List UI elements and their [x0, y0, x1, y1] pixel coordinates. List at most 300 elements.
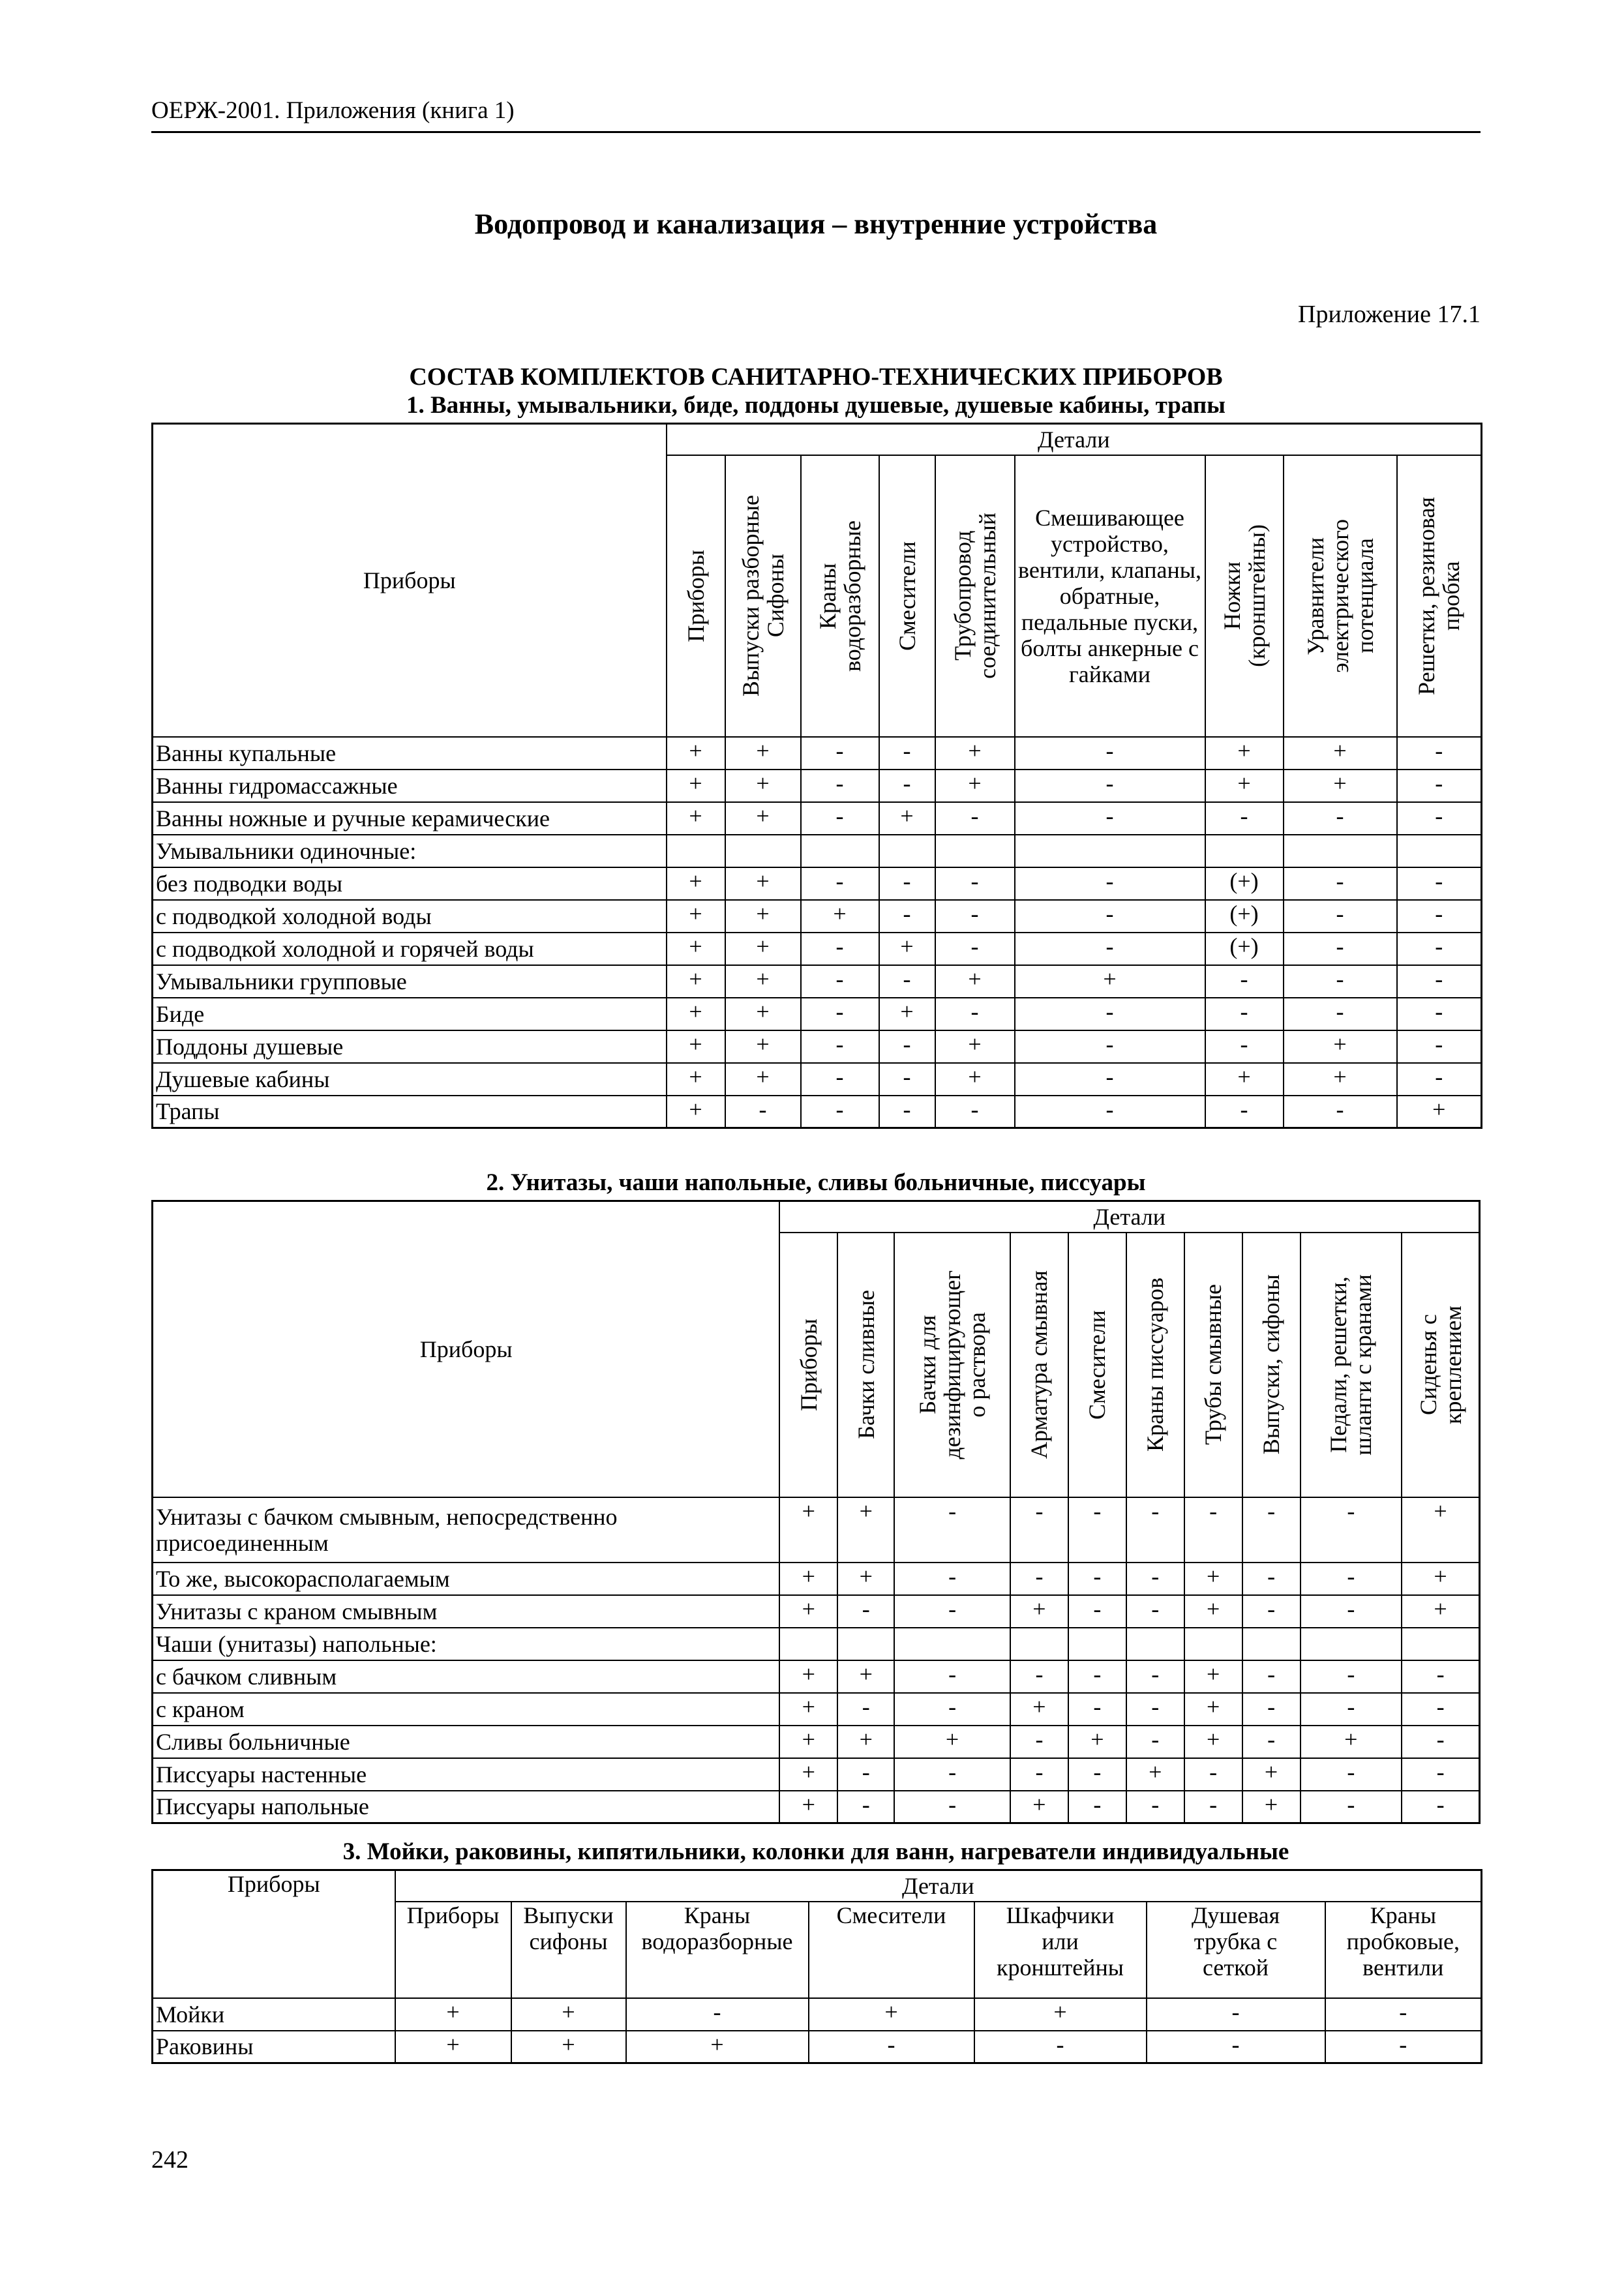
table-cell: + — [801, 900, 879, 933]
table-cell: + — [725, 737, 801, 770]
table-cell: + — [667, 737, 725, 770]
table-row — [153, 1660, 1480, 1693]
table-cell: - — [935, 802, 1015, 835]
column-header: Приборы — [682, 549, 709, 642]
table2-title: 2. Унитазы, чаши напольные, сливы больничные, писсуары — [486, 1169, 1146, 1196]
table-3 — [151, 1869, 1482, 2064]
table-cell: - — [1242, 1595, 1301, 1628]
table-cell: + — [894, 1726, 1010, 1758]
column-header: Шкафчики или кронштейны — [997, 1902, 1124, 1981]
table-cell: - — [801, 867, 879, 900]
table-cell: - — [801, 802, 879, 835]
table-cell: - — [801, 737, 879, 770]
table-row — [153, 933, 1482, 965]
table-cell: - — [1301, 1660, 1402, 1693]
column-header: Бачки сливные — [852, 1290, 879, 1439]
table-cell: - — [1015, 1063, 1205, 1096]
table-cell: + — [667, 933, 725, 965]
table-cell: + — [667, 802, 725, 835]
table-row — [153, 737, 1482, 770]
table-cell: - — [1284, 802, 1397, 835]
table-cell: - — [1068, 1660, 1126, 1693]
table-cell: - — [837, 1595, 894, 1628]
table-cell: - — [1015, 1030, 1205, 1063]
row-header: Приборы — [153, 424, 667, 737]
table-cell: - — [935, 900, 1015, 933]
table-cell: - — [894, 1595, 1010, 1628]
table-cell: - — [1242, 1693, 1301, 1726]
table-cell: + — [667, 1063, 725, 1096]
table-cell: - — [894, 1660, 1010, 1693]
table-cell: - — [879, 770, 935, 802]
table-cell: + — [725, 998, 801, 1030]
table-cell: - — [1068, 1563, 1126, 1595]
table-cell: - — [1301, 1497, 1402, 1563]
table-cell: + — [1301, 1726, 1402, 1758]
table-cell: + — [1184, 1563, 1242, 1595]
table-cell: + — [626, 2031, 809, 2063]
table-cell: - — [1068, 1595, 1126, 1628]
table-cell: + — [1402, 1595, 1479, 1628]
table-cell: - — [1397, 1063, 1482, 1096]
table-cell: - — [1010, 1563, 1068, 1595]
row-label: То же, высокорасполагаемым — [153, 1563, 780, 1595]
table-cell: - — [1205, 1030, 1284, 1063]
table-cell: - — [1068, 1497, 1126, 1563]
table-row — [153, 1998, 1482, 2031]
table-cell: + — [725, 802, 801, 835]
table-cell — [1205, 835, 1284, 867]
table-cell: - — [1015, 737, 1205, 770]
table-cell: - — [1126, 1791, 1184, 1823]
table-cell: - — [1010, 1497, 1068, 1563]
table-cell: - — [1126, 1660, 1184, 1693]
table-row — [153, 1595, 1480, 1628]
table-cell: - — [1402, 1693, 1479, 1726]
table-cell: - — [1126, 1595, 1184, 1628]
table-cell: + — [809, 1998, 974, 2031]
table-cell: - — [1126, 1563, 1184, 1595]
table-cell: + — [667, 1030, 725, 1063]
table-cell: + — [1284, 1063, 1397, 1096]
table-cell: - — [935, 1096, 1015, 1128]
table-row — [153, 2031, 1482, 2063]
table-cell: - — [1402, 1791, 1479, 1823]
table-cell — [725, 835, 801, 867]
column-header: Уравнители электрического потенциала — [1302, 518, 1378, 673]
row-label: без подводки воды — [153, 867, 667, 900]
row-label: Унитазы с краном смывным — [153, 1595, 780, 1628]
table-cell: - — [809, 2031, 974, 2063]
table-2 — [151, 1200, 1481, 1824]
column-header: Смесители — [836, 1902, 946, 1928]
table-cell — [801, 835, 879, 867]
table-cell: - — [1126, 1726, 1184, 1758]
row-label: Ванны купальные — [153, 737, 667, 770]
table-cell: - — [1284, 900, 1397, 933]
row-label: с подводкой холодной воды — [153, 900, 667, 933]
column-header: Педали, решетки, шланги с кранами — [1325, 1274, 1377, 1456]
row-label: Умывальники одиночные: — [153, 835, 667, 867]
table-cell: + — [395, 1998, 511, 2031]
table-cell: + — [1402, 1497, 1479, 1563]
table-cell: - — [1284, 933, 1397, 965]
row-label: Писсуары настенные — [153, 1758, 780, 1791]
table-cell: - — [1068, 1693, 1126, 1726]
column-header: Краны писсуаров — [1142, 1278, 1169, 1452]
row-label: с подводкой холодной и горячей воды — [153, 933, 667, 965]
table-row — [153, 1563, 1480, 1595]
table-cell: + — [1242, 1791, 1301, 1823]
table-cell — [1126, 1628, 1184, 1660]
table-cell: + — [1284, 737, 1397, 770]
table-cell: + — [725, 965, 801, 998]
table-cell: - — [879, 867, 935, 900]
table-cell: + — [1010, 1791, 1068, 1823]
row-header: Приборы — [153, 1870, 395, 1998]
table-cell: + — [1284, 770, 1397, 802]
row-label: Душевые кабины — [153, 1063, 667, 1096]
table-cell — [894, 1628, 1010, 1660]
table-cell: - — [1015, 933, 1205, 965]
table-cell: - — [1068, 1758, 1126, 1791]
table-cell: + — [935, 1063, 1015, 1096]
table-cell: - — [894, 1693, 1010, 1726]
row-label: Чаши (унитазы) напольные: — [153, 1628, 780, 1660]
table-cell: - — [1397, 998, 1482, 1030]
table-cell — [1015, 835, 1205, 867]
table-cell: + — [837, 1497, 894, 1563]
table-cell: + — [779, 1791, 837, 1823]
table-cell: - — [725, 1096, 801, 1128]
table-cell: + — [1397, 1096, 1482, 1128]
table-cell: - — [1284, 965, 1397, 998]
column-header: Бачки для дезинфицирующег о раствора — [914, 1270, 991, 1459]
table-cell: - — [801, 998, 879, 1030]
row-label: с краном — [153, 1693, 780, 1726]
table-cell: - — [1015, 867, 1205, 900]
table-cell — [1397, 835, 1482, 867]
table-cell: - — [1010, 1726, 1068, 1758]
table-cell: - — [837, 1758, 894, 1791]
table-cell: + — [1242, 1758, 1301, 1791]
table-cell: + — [1205, 770, 1284, 802]
table-cell: - — [626, 1998, 809, 2031]
table-cell: - — [1397, 965, 1482, 998]
table-cell: - — [1126, 1497, 1184, 1563]
table-row — [153, 965, 1482, 998]
table-cell: + — [667, 770, 725, 802]
table-cell: + — [879, 802, 935, 835]
table-cell: + — [779, 1497, 837, 1563]
row-label: Поддоны душевые — [153, 1030, 667, 1063]
table-cell: + — [725, 900, 801, 933]
row-label: Унитазы с бачком смывным, непосредственно присоединенным — [153, 1497, 780, 1563]
table-row — [153, 1497, 1480, 1563]
column-header: Смесители — [894, 541, 920, 651]
table-cell: + — [667, 965, 725, 998]
table-cell: - — [1397, 933, 1482, 965]
table-row — [153, 867, 1482, 900]
table-cell: - — [1126, 1693, 1184, 1726]
group-header: Детали — [667, 424, 1482, 455]
column-header: Выпуски разборные Сифоны — [737, 494, 789, 697]
table-cell: + — [1010, 1595, 1068, 1628]
table-cell: + — [935, 965, 1015, 998]
column-header: Трубопровод соединительный — [949, 513, 1000, 679]
table-row — [153, 1063, 1482, 1096]
table-cell: - — [879, 1063, 935, 1096]
table-cell: + — [725, 770, 801, 802]
table-cell — [837, 1628, 894, 1660]
table-cell: - — [1015, 900, 1205, 933]
table-cell: - — [974, 2031, 1147, 2063]
table-cell: - — [1325, 2031, 1482, 2063]
row-label: с бачком сливным — [153, 1660, 780, 1693]
table-cell — [879, 835, 935, 867]
table-cell: - — [1397, 737, 1482, 770]
table-cell: - — [935, 933, 1015, 965]
table-row — [153, 770, 1482, 802]
table-row — [153, 835, 1482, 867]
table-cell: + — [667, 900, 725, 933]
table-cell: - — [1184, 1497, 1242, 1563]
table-cell: + — [395, 2031, 511, 2063]
table-cell: - — [801, 1030, 879, 1063]
table1-title: 1. Ванны, умывальники, биде, поддоны душевые, душевые кабины, трапы — [406, 392, 1226, 419]
table-cell: - — [1015, 770, 1205, 802]
table-cell: - — [935, 998, 1015, 1030]
row-label: Писсуары напольные — [153, 1791, 780, 1823]
column-header: Краны водоразборные — [814, 520, 865, 672]
column-header: Трубы смывные — [1200, 1284, 1227, 1445]
table-cell: - — [1397, 770, 1482, 802]
table-cell: - — [1184, 1758, 1242, 1791]
table-cell: - — [1242, 1726, 1301, 1758]
column-header: Смесители — [1084, 1309, 1111, 1420]
appendix-number: Приложение 17.1 — [1298, 301, 1481, 328]
table-cell — [935, 835, 1015, 867]
table-cell: - — [837, 1791, 894, 1823]
row-label: Ванны ножные и ручные керамические — [153, 802, 667, 835]
table-cell: - — [1402, 1726, 1479, 1758]
table-cell: - — [1284, 998, 1397, 1030]
table-cell: + — [779, 1758, 837, 1791]
table-cell: + — [779, 1693, 837, 1726]
table-cell: - — [1068, 1791, 1126, 1823]
table-cell: + — [1184, 1660, 1242, 1693]
row-label: Мойки — [153, 1998, 395, 2031]
table-row — [153, 900, 1482, 933]
table-cell: (+) — [1205, 867, 1284, 900]
table-cell: - — [879, 1030, 935, 1063]
table-cell: - — [801, 770, 879, 802]
table-cell: - — [1147, 1998, 1325, 2031]
table-cell — [1184, 1628, 1242, 1660]
table-cell: + — [879, 998, 935, 1030]
table-cell: - — [1242, 1660, 1301, 1693]
row-header: Приборы — [153, 1201, 780, 1497]
table-cell: + — [779, 1660, 837, 1693]
table-cell: - — [801, 1063, 879, 1096]
row-label: Сливы больничные — [153, 1726, 780, 1758]
table-row — [153, 1791, 1480, 1823]
table-cell — [1068, 1628, 1126, 1660]
table-cell: - — [1397, 867, 1482, 900]
row-label: Умывальники групповые — [153, 965, 667, 998]
table-row — [153, 998, 1482, 1030]
column-header: Смешивающее устройство, вентили, клапаны, обратные, педальные пуски, болты анкерные с гайками — [1018, 504, 1201, 687]
column-header: Приборы — [406, 1902, 500, 1928]
column-header: Краны пробковые, вентили — [1346, 1902, 1460, 1981]
table-cell: - — [879, 1096, 935, 1128]
column-header: Решетки, резиновая пробка — [1413, 496, 1465, 695]
table-cell: - — [1205, 965, 1284, 998]
table-cell: - — [1397, 802, 1482, 835]
table-cell: + — [779, 1726, 837, 1758]
table-cell: + — [837, 1563, 894, 1595]
main-heading: СОСТАВ КОМПЛЕКТОВ САНИТАРНО-ТЕХНИЧЕСКИХ ПРИБОРОВ — [409, 363, 1223, 391]
document-title: Водопровод и канализация – внутренние устройства — [474, 208, 1158, 240]
column-header: Приборы — [795, 1318, 822, 1411]
table-cell: + — [879, 933, 935, 965]
table-cell: - — [894, 1758, 1010, 1791]
table-cell: - — [1325, 1998, 1482, 2031]
table-cell — [779, 1628, 837, 1660]
table-cell: + — [725, 1030, 801, 1063]
table-cell: - — [894, 1791, 1010, 1823]
column-header: Выпуски, сифоны — [1258, 1274, 1285, 1455]
page-number: 242 — [151, 2146, 188, 2174]
table-cell: + — [974, 1998, 1147, 2031]
table-cell: + — [1184, 1726, 1242, 1758]
table-cell: + — [511, 1998, 626, 2031]
table-row — [153, 1030, 1482, 1063]
table-cell: - — [801, 1096, 879, 1128]
table-cell: + — [1205, 737, 1284, 770]
column-header: Сиденья с креплением — [1415, 1305, 1466, 1424]
column-header: Краны водоразборные — [641, 1902, 793, 1954]
table-cell: - — [1301, 1791, 1402, 1823]
table-cell: - — [1015, 1096, 1205, 1128]
table-cell: + — [725, 1063, 801, 1096]
table-cell — [1284, 835, 1397, 867]
table-cell: - — [879, 900, 935, 933]
table-cell: - — [1284, 1096, 1397, 1128]
table-cell: - — [1184, 1791, 1242, 1823]
column-header: Выпуски сифоны — [523, 1902, 614, 1954]
table-cell: - — [1015, 802, 1205, 835]
table-cell: - — [1397, 1030, 1482, 1063]
table-cell: + — [725, 933, 801, 965]
table-cell: + — [935, 1030, 1015, 1063]
table-cell: + — [725, 867, 801, 900]
table-row — [153, 1628, 1480, 1660]
table-cell: - — [1402, 1660, 1479, 1693]
table-cell: - — [879, 965, 935, 998]
table-cell: + — [837, 1660, 894, 1693]
table3-title: 3. Мойки, раковины, кипятильники, колонки для ванн, нагреватели индивидуальные — [342, 1838, 1289, 1865]
table-cell: - — [1242, 1497, 1301, 1563]
table-cell: + — [1068, 1726, 1126, 1758]
table-cell: + — [1205, 1063, 1284, 1096]
table-cell: + — [511, 2031, 626, 2063]
table-cell: + — [935, 770, 1015, 802]
group-header: Детали — [779, 1201, 1479, 1233]
table-cell — [1301, 1628, 1402, 1660]
table-cell: + — [1184, 1595, 1242, 1628]
table-cell: - — [894, 1497, 1010, 1563]
column-header: Душевая трубка с сеткой — [1191, 1902, 1280, 1981]
table-cell: - — [801, 965, 879, 998]
table-cell — [1402, 1628, 1479, 1660]
table-row — [153, 1758, 1480, 1791]
table-cell: - — [1284, 867, 1397, 900]
table-cell: + — [1184, 1693, 1242, 1726]
table-cell: + — [1015, 965, 1205, 998]
column-header: Ножки (кронштейны) — [1218, 524, 1270, 667]
table-cell: - — [1301, 1758, 1402, 1791]
table-cell: - — [1015, 998, 1205, 1030]
table-cell: - — [801, 933, 879, 965]
row-label: Ванны гидромассажные — [153, 770, 667, 802]
table-cell: - — [935, 867, 1015, 900]
table-cell — [667, 835, 725, 867]
table-row — [153, 1693, 1480, 1726]
table-cell: - — [1242, 1563, 1301, 1595]
table-row — [153, 802, 1482, 835]
table-cell — [1242, 1628, 1301, 1660]
table-cell: - — [1301, 1563, 1402, 1595]
table-cell: - — [1147, 2031, 1325, 2063]
table-cell: (+) — [1205, 900, 1284, 933]
table-cell: + — [1010, 1693, 1068, 1726]
table-cell: (+) — [1205, 933, 1284, 965]
table-cell: - — [1402, 1758, 1479, 1791]
table-1 — [151, 423, 1482, 1129]
table-cell: + — [667, 1096, 725, 1128]
table-cell: + — [667, 867, 725, 900]
row-label: Биде — [153, 998, 667, 1030]
table-cell: - — [1205, 1096, 1284, 1128]
row-label: Раковины — [153, 2031, 395, 2063]
table-cell: - — [1010, 1660, 1068, 1693]
table-cell: - — [879, 737, 935, 770]
table-cell: + — [1402, 1563, 1479, 1595]
table-cell: - — [894, 1563, 1010, 1595]
running-head: ОЕРЖ-2001. Приложения (книга 1) — [151, 97, 1481, 133]
column-header: Арматура смывная — [1026, 1270, 1053, 1459]
table-cell: + — [1126, 1758, 1184, 1791]
table-cell: + — [837, 1726, 894, 1758]
table-cell: - — [1205, 802, 1284, 835]
table-cell: + — [667, 998, 725, 1030]
table-cell: + — [935, 737, 1015, 770]
table-cell: - — [1301, 1595, 1402, 1628]
table-cell: - — [1205, 998, 1284, 1030]
table-row — [153, 1726, 1480, 1758]
table-cell: + — [779, 1563, 837, 1595]
table-cell: - — [1397, 900, 1482, 933]
row-label: Трапы — [153, 1096, 667, 1128]
table-row — [153, 1096, 1482, 1128]
group-header: Детали — [395, 1870, 1482, 1902]
table-cell: + — [1284, 1030, 1397, 1063]
table-cell: + — [779, 1595, 837, 1628]
table-cell: - — [837, 1693, 894, 1726]
table-cell: - — [1010, 1758, 1068, 1791]
table-cell — [1010, 1628, 1068, 1660]
